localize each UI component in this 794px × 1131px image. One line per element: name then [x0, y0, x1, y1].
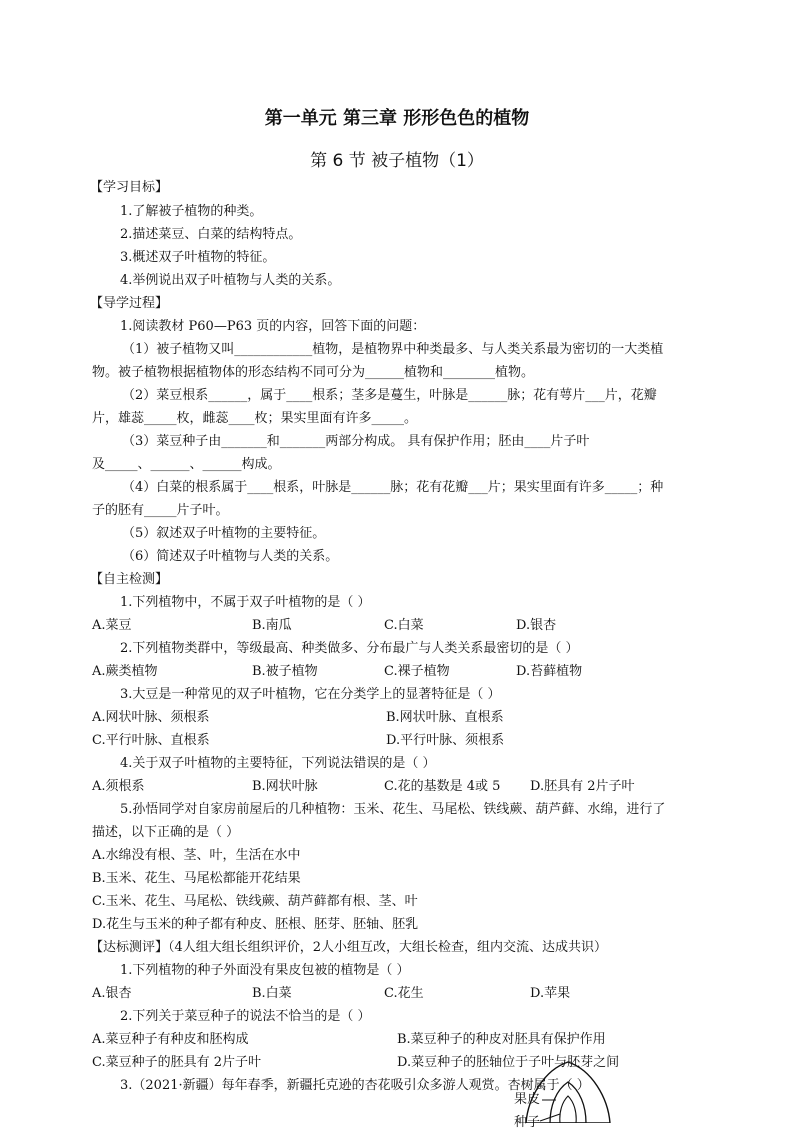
self-check-q4-option-b: B.网状叶脉: [252, 779, 318, 794]
guide-heading: 【导学过程】: [90, 296, 169, 311]
goal-item-3: 3.概述双子叶植物的特征。: [120, 250, 276, 265]
label-pericarp: 果皮: [514, 1092, 541, 1107]
standard-test-q1-option-c: C.花生: [384, 986, 424, 1001]
self-check-q1-option-c: C.白菜: [384, 618, 424, 633]
standard-test-heading: [90, 938, 607, 958]
guide-question-6: （6）简述双子叶植物与人类的关系。: [122, 549, 339, 564]
self-check-q3-option-a: A.网状叶脉、须根系: [92, 710, 210, 725]
fruit-structure-diagram: [500, 1060, 630, 1130]
self-check-q2-option-b: B.被子植物: [252, 664, 318, 679]
self-check-q4-option-c: C.花的基数是 4或 5: [384, 779, 501, 794]
self-check-q3-option-c: C.平行叶脉、直根系: [92, 733, 210, 748]
self-check-q2-stem: 2.下列植物类群中，等级最高、种类做多、分布最广与人类关系最密切的是（ ）: [120, 641, 579, 656]
goal-item-2: 2.描述菜豆、白菜的结构特点。: [120, 227, 302, 242]
goal-item-1: 1.了解被子植物的种类。: [120, 204, 263, 219]
guide-question-4-cont: 子的胚有_____片子叶。: [92, 503, 229, 518]
guide-question-4: （4）白菜的根系属于____根系，叶脉是______脉；花有花瓣___片；果实里面有许多_____；种: [122, 480, 664, 495]
self-check-q5-option-a: A.水绵没有根、茎、叶，生活在水中: [92, 848, 301, 863]
self-check-q2-option-c: C.裸子植物: [384, 664, 450, 679]
self-check-q1-option-b: B.南瓜: [252, 618, 292, 633]
guide-intro: 1.阅读教材 P60—P63 页的内容，回答下面的问题：: [120, 319, 426, 334]
section-subtitle: 第 6 节 被子植物（1）: [310, 151, 484, 171]
standard-test-note: （4人组大组长组织评价，2人小组互改，大组长检查，组内交流、达成共识）: [168, 940, 608, 955]
standard-test-q1-option-d: D.苹果: [530, 986, 571, 1001]
self-check-q1-stem: 1.下列植物中，不属于双子叶植物的是（ ）: [120, 595, 371, 610]
self-check-heading: 【自主检测】: [90, 572, 169, 587]
self-check-q3-stem: 3.大豆是一种常见的双子叶植物，它在分类学上的显著特征是（ ）: [120, 687, 501, 702]
guide-question-3: （3）菜豆种子由_______和_______两部分构成。 具有保护作用；胚由____片子叶: [122, 434, 590, 449]
self-check-q2-option-d: D.苔藓植物: [516, 664, 583, 679]
standard-test-q2-option-a: A.菜豆种子有种皮和胚构成: [92, 1032, 249, 1047]
self-check-q2-option-a: A.蕨类植物: [92, 664, 158, 679]
standard-test-q1-stem: 1.下列植物的种子外面没有果皮包被的植物是（ ）: [120, 963, 410, 978]
standard-test-q2-stem: 2.下列关于菜豆种子的说法不恰当的是（ ）: [120, 1009, 371, 1024]
standard-test-heading-label: 【达标测评】: [90, 940, 169, 955]
guide-question-3-cont: 及_____、______、______构成。: [92, 457, 281, 472]
guide-question-5: （5）叙述双子叶植物的主要特征。: [122, 526, 326, 541]
standard-test-q2-option-b: B.菜豆种子的种皮对胚具有保护作用: [397, 1032, 606, 1047]
self-check-q5-option-c: C.玉米、花生、马尾松、铁线蕨、葫芦藓都有根、茎、叶: [92, 894, 418, 909]
label-seed: 种子: [514, 1115, 541, 1130]
self-check-q1-option-d: D.银杏: [516, 618, 557, 633]
self-check-q3-option-b: B.网状叶脉、直根系: [386, 710, 504, 725]
guide-question-1: （1）被子植物又叫____________植物，是植物界中种类最多、与人类关系最为密切的一大类植: [122, 342, 664, 357]
guide-question-1-cont: 物。被子植物根据植物体的形态结构不同可分为______植物和________植物。: [92, 365, 535, 380]
self-check-q3-option-d: D.平行叶脉、须根系: [386, 733, 505, 748]
self-check-q4-option-d: D.胚具有 2片子叶: [530, 779, 635, 794]
guide-question-2: （2）菜豆根系______，属于____根系；茎多是蔓生，叶脉是______脉；花有萼片___片，花瓣: [122, 388, 657, 403]
self-check-q5-option-b: B.玉米、花生、马尾松都能开花结果: [92, 871, 301, 886]
standard-test-q2-option-d: D.菜豆种子的胚轴位于子叶与胚芽之间: [397, 1055, 620, 1070]
self-check-q1-option-a: A.菜豆: [92, 618, 132, 633]
self-check-q5-stem: 5.孙悟同学对自家房前屋后的几种植物：玉米、花生、马尾松、铁线蕨、葫芦藓、水绵，进行了: [120, 802, 666, 817]
standard-test-q1-option-b: B.白菜: [252, 986, 292, 1001]
page-title: 第一单元 第三章 形形色色的植物: [264, 108, 530, 129]
self-check-q5-stem-cont: 描述，以下正确的是（ ）: [92, 825, 240, 840]
standard-test-q2-option-c: C.菜豆种子的胚具有 2片子叶: [92, 1055, 262, 1070]
goal-item-4: 4.举例说出双子叶植物与人类的关系。: [120, 273, 341, 288]
standard-test-q3-stem: 3.（2021·新疆）每年春季，新疆托克逊的杏花吸引众多游人观赏。杏树属于（ ）: [120, 1078, 590, 1093]
self-check-q4-stem: 4.关于双子叶植物的主要特征，下列说法错误的是（ ）: [120, 756, 436, 771]
self-check-q5-option-d: D.花生与玉米的种子都有种皮、胚根、胚芽、胚轴、胚乳: [92, 917, 419, 932]
guide-question-2-cont: 片，雄蕊_____枚，雌蕊____枚；果实里面有许多_____。: [92, 411, 418, 426]
goals-heading: 【学习目标】: [90, 180, 169, 195]
standard-test-q1-option-a: A.银杏: [92, 986, 132, 1001]
self-check-q4-option-a: A.须根系: [92, 779, 145, 794]
